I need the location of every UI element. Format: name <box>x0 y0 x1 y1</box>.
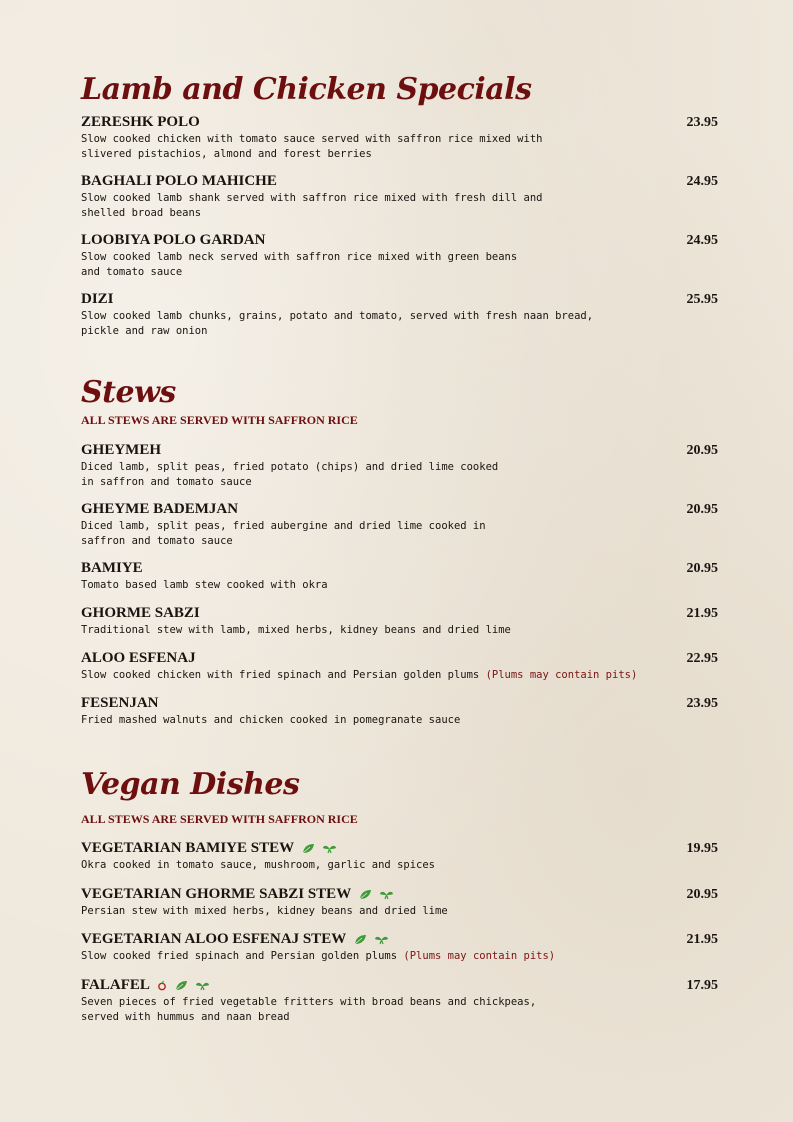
menu-item <box>81 840 721 873</box>
menu-item <box>81 442 721 489</box>
item-name: FALAFEL <box>81 977 150 993</box>
sprout-icon <box>322 843 337 854</box>
menu-item <box>81 114 721 161</box>
item-name: ALOO ESFENAJ <box>81 650 196 666</box>
sprout-icon <box>379 889 394 900</box>
item-price: 23.95 <box>686 115 718 130</box>
item-price: 20.95 <box>686 887 718 902</box>
item-name-row <box>81 977 721 994</box>
item-price: 25.95 <box>686 292 718 307</box>
menu-item <box>81 650 721 683</box>
item-price: 21.95 <box>686 932 718 947</box>
item-price: 20.95 <box>686 561 718 576</box>
section-title: Lamb and Chicken Specials <box>81 72 532 107</box>
menu-item <box>81 501 721 548</box>
item-name: GHEYMEH <box>81 442 162 458</box>
leaf-icon <box>354 934 367 945</box>
menu-item <box>81 291 721 338</box>
item-price: 19.95 <box>686 841 718 856</box>
item-description-text: Slow cooked chicken with fried spinach and Persian golden plums <box>81 669 486 681</box>
item-description: Seven pieces of fried vegetable fritters with broad beans and chickpeas, served with hummus and naan bread <box>81 996 537 1023</box>
item-name: VEGETARIAN GHORME SABZI STEW <box>81 886 351 902</box>
item-name: DIZI <box>81 291 114 307</box>
menu-item <box>81 977 721 1024</box>
item-name: LOOBIYA POLO GARDAN <box>81 232 266 248</box>
item-name: BAMIYE <box>81 560 143 576</box>
leaf-icon <box>359 889 372 900</box>
sprout-icon <box>374 934 389 945</box>
item-description <box>81 668 681 683</box>
item-name: FESENJAN <box>81 695 159 711</box>
section-lamb-chicken <box>81 72 721 337</box>
section-note: ALL STEWS ARE SERVED WITH SAFFRON RICE <box>81 413 358 427</box>
menu-item <box>81 886 721 919</box>
item-name: ZERESHK POLO <box>81 114 200 130</box>
menu-item <box>81 605 721 638</box>
sprout-icon <box>195 980 210 991</box>
item-name: VEGETARIAN BAMIYE STEW <box>81 840 294 856</box>
menu-item <box>81 173 721 220</box>
item-description: Traditional stew with lamb, mixed herbs, kidney beans and dried lime <box>81 624 511 636</box>
item-description: Diced lamb, split peas, fried aubergine and dried lime cooked in saffron and tomato sauce <box>81 520 486 547</box>
item-name: BAGHALI POLO MAHICHE <box>81 173 277 189</box>
menu-item <box>81 232 721 279</box>
menu-item <box>81 560 721 593</box>
item-description: Tomato based lamb stew cooked with okra <box>81 579 328 591</box>
item-name: VEGETARIAN ALOO ESFENAJ STEW <box>81 931 346 947</box>
section-stews <box>81 375 721 726</box>
item-name: GHEYME BADEMJAN <box>81 501 239 517</box>
section-vegan <box>81 767 721 1023</box>
section-title: Vegan Dishes <box>81 767 300 802</box>
item-description: Slow cooked lamb shank served with saffron rice mixed with fresh dill and shelled broad beans <box>81 192 543 219</box>
item-description-text: Slow cooked fried spinach and Persian golden plums <box>81 950 404 962</box>
menu-item <box>81 931 721 964</box>
leaf-icon <box>175 980 188 991</box>
pits-warning: (Plums may contain pits) <box>403 950 556 962</box>
item-description: Diced lamb, split peas, fried potato (chips) and dried lime cooked in saffron and tomato sauce <box>81 461 499 488</box>
item-name: GHORME SABZI <box>81 605 200 621</box>
item-price: 17.95 <box>686 978 718 993</box>
item-description: Slow cooked lamb chunks, grains, potato and tomato, served with fresh naan bread, pickle and raw onion <box>81 310 594 337</box>
section-note: ALL STEWS ARE SERVED WITH SAFFRON RICE <box>81 812 358 826</box>
item-name-row <box>81 886 721 903</box>
item-description <box>81 949 681 964</box>
pits-warning: (Plums may contain pits) <box>485 669 638 681</box>
item-description: Slow cooked chicken with tomato sauce served with saffron rice mixed with slivered pistachios, almond and forest berries <box>81 133 543 160</box>
item-price: 23.95 <box>686 696 718 711</box>
item-price: 24.95 <box>686 233 718 248</box>
section-title: Stews <box>81 375 176 410</box>
item-description: Persian stew with mixed herbs, kidney beans and dried lime <box>81 905 448 917</box>
item-price: 22.95 <box>686 651 718 666</box>
leaf-icon <box>302 843 315 854</box>
item-description: Okra cooked in tomato sauce, mushroom, garlic and spices <box>81 859 436 871</box>
item-price: 20.95 <box>686 443 718 458</box>
item-name-row <box>81 840 721 857</box>
chili-icon <box>157 980 167 991</box>
item-description: Slow cooked lamb neck served with saffron rice mixed with green beans and tomato sauce <box>81 251 518 278</box>
item-price: 21.95 <box>686 606 718 621</box>
item-description: Fried mashed walnuts and chicken cooked in pomegranate sauce <box>81 714 461 726</box>
item-name-row <box>81 931 721 948</box>
item-price: 24.95 <box>686 174 718 189</box>
menu-item <box>81 695 721 728</box>
item-price: 20.95 <box>686 502 718 517</box>
